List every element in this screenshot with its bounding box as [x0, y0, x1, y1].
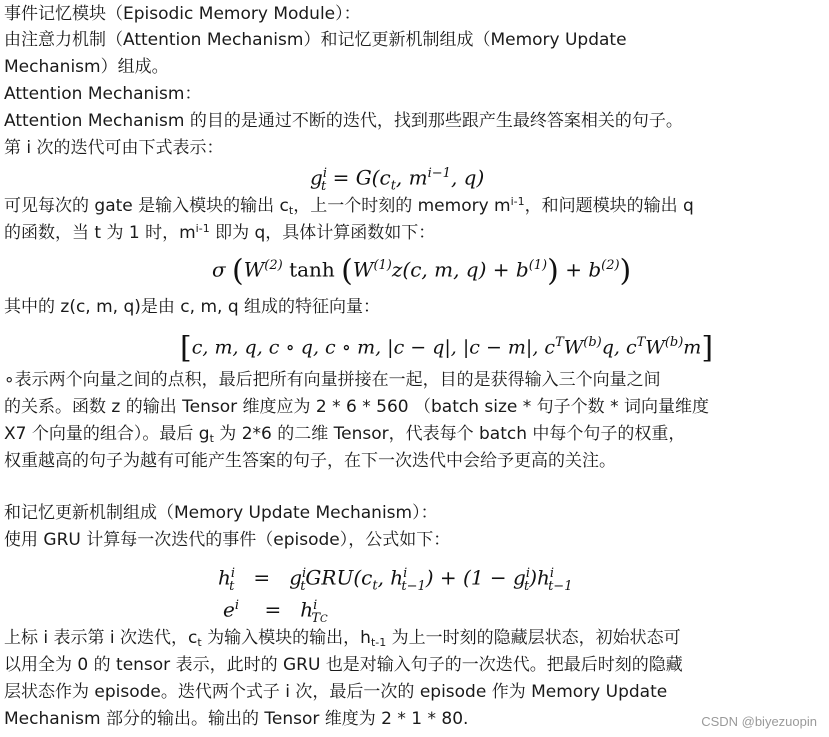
paragraph-line: 的函数，当 t 为 1 时，$m^{i-1}$ 即为 q，具体计算函数如下： — [4, 222, 436, 243]
paragraph-line: 由注意力机制（Attention Mechanism）和记忆更新机制组成（Memory Update — [4, 30, 627, 50]
paragraph-line: 权重越高的句子为越有可能产生答案的句子，在下一次迭代中会给予更高的关注。 — [4, 451, 616, 471]
equation-gate: $g^i_t = G(c_t$, $m^{i-1}$, q) — [310, 165, 485, 194]
paragraph-line: 以用全为 0 的 tensor 表示，此时的 GRU 也是对输入句子的一次迭代。把最后时刻的隐藏 — [4, 655, 683, 675]
paragraph-line: X7 个向量的组合）。最后 gt 为 2*6 的二维 Tensor，代表每个 batch 中每个句子的权重， — [4, 424, 686, 445]
paragraph-line: 的关系。函数 z 的输出 Tensor 维度应为 2 * 6 * 560 （batch size * 句子个数 * 词向量维度 — [4, 397, 709, 417]
paragraph-line: Mechanism 部分的输出。输出的 Tensor 维度为 2 * 1 * 80. — [4, 709, 469, 729]
paragraph-line: 层状态作为 episode。迭代两个式子 i 次，最后一次的 episode 作为 Memory Update — [4, 682, 668, 702]
subsection-title: 和记忆更新机制组成（Memory Update Mechanism）： — [4, 503, 438, 523]
equation-episode: $e^i$ = $h^i_{TC}$ — [223, 597, 328, 626]
subsection-title: Attention Mechanism： — [4, 84, 202, 104]
paragraph-line: Attention Mechanism 的目的是通过不断的迭代，找到那些跟产生最终答案相关的句子。 — [4, 111, 683, 131]
section-title: 事件记忆模块（Episodic Memory Module）： — [4, 4, 361, 24]
paragraph-line: 可见每次的 gate 是输入模块的输出 ct，上一个时刻的 memory $m^{i-1}$，和问题模块的输出 q — [4, 195, 694, 217]
paragraph-line: ∘表示两个向量之间的点积，最后把所有向量拼接在一起，目的是获得输入三个向量之间 — [4, 370, 661, 390]
watermark-text: CSDN @biyezuopin — [701, 714, 817, 729]
equation-gru-update: $h^i_t$ = $g^i_tGRU(c_t$, $h^i_{t-1}) + (1 - g^i_t)h^i_{t-1}$ — [218, 565, 573, 594]
paragraph-line: 第 i 次的迭代可由下式表示： — [4, 138, 224, 158]
paragraph-line: 其中的 z(c, m, q)是由 c, m, q 组成的特征向量： — [4, 297, 381, 317]
equation-feature-vector: [c, m, q, c ∘ q, c ∘ m, |c − q|, |c − m|, $c^TW^{(b)}q$, $c^TW^{(b)}m$] — [180, 330, 714, 366]
paragraph-line: 使用 GRU 计算每一次迭代的事件（episode），公式如下： — [4, 530, 451, 550]
equation-sigma: σ ($W^{(2)}$ $\tanh (W^{(1)}z(c$, m, $q) + b^{(1)}) + b^{(2)}$) — [212, 253, 632, 289]
paragraph-line: 上标 i 表示第 i 次迭代，ct 为输入模块的输出，ht-1 为上一时刻的隐藏层状态，初始状态可 — [4, 628, 681, 649]
paragraph-line: Mechanism）组成。 — [4, 57, 169, 77]
